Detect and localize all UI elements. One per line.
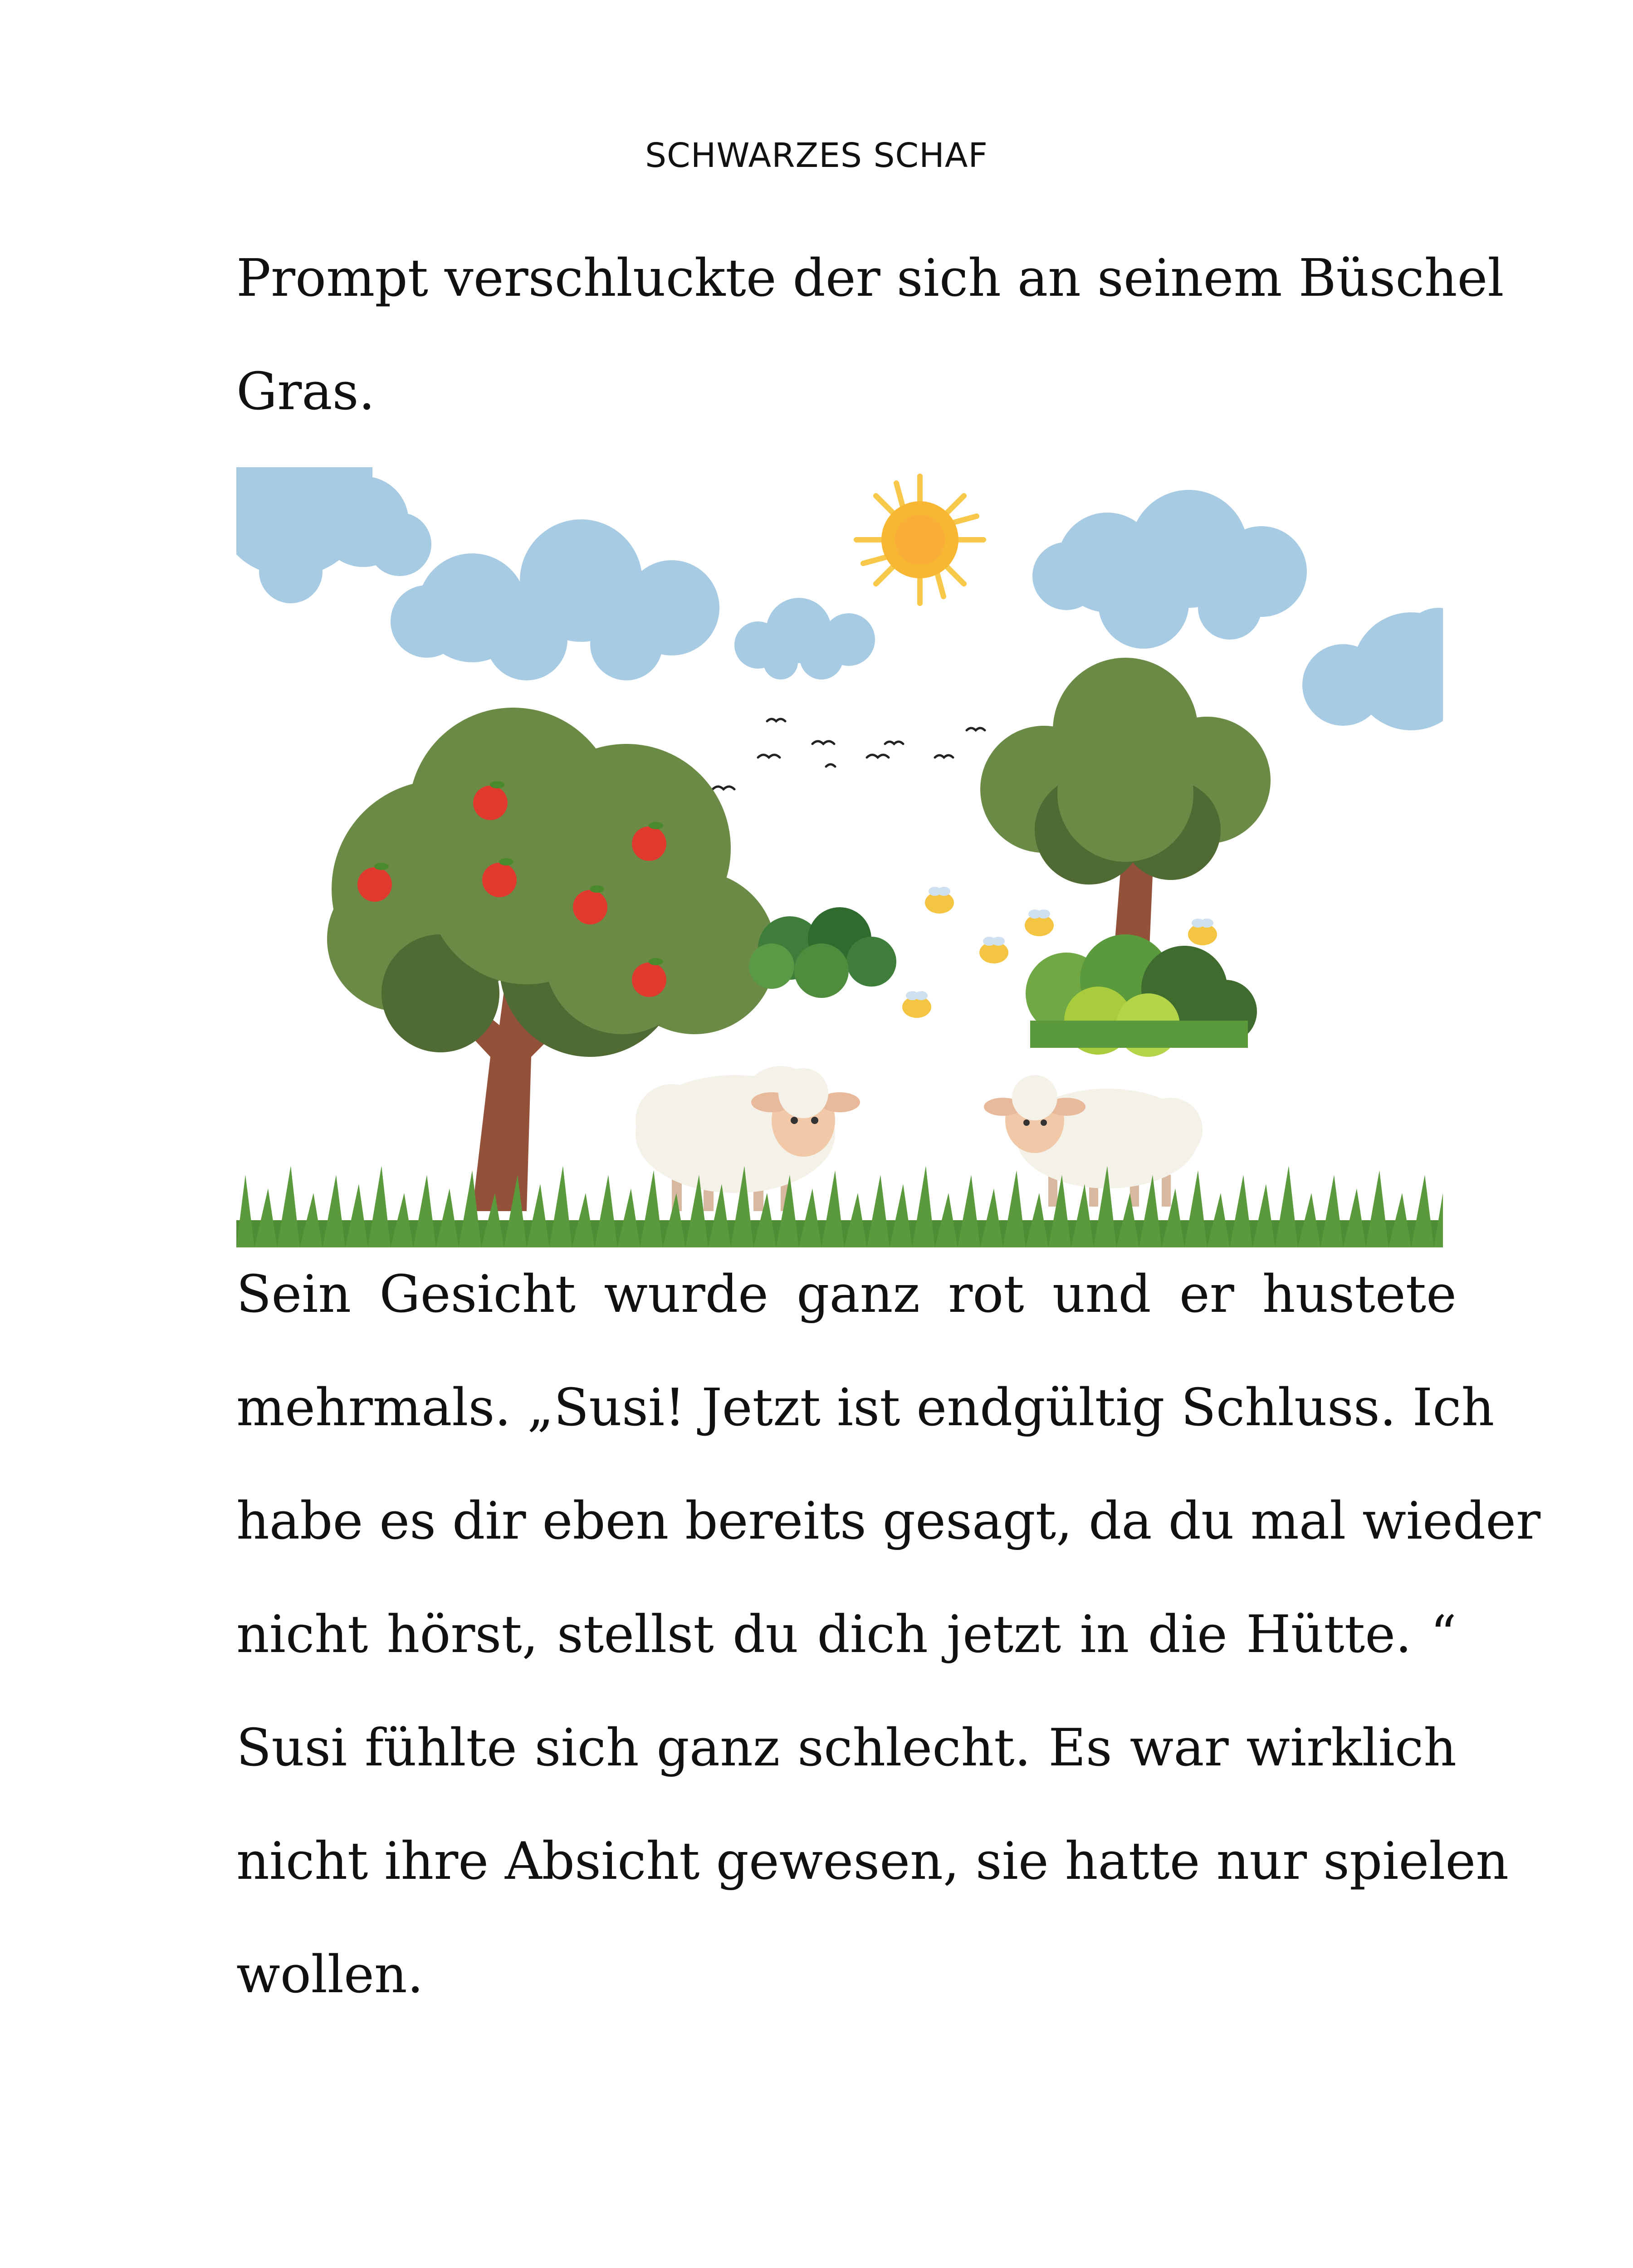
birds — [667, 719, 985, 789]
paragraph-1 — [236, 221, 1504, 448]
text-line: mehrmals. „Susi! Jetzt ist endgültig Schluss. Ich — [236, 1378, 1495, 1437]
sun-icon — [856, 476, 983, 603]
grass — [236, 1166, 1443, 1247]
text-line: habe es dir eben bereits gesagt, da du mal wieder — [236, 1491, 1541, 1551]
text-line: nicht ihre Absicht gewesen, sie hatte nur spielen — [236, 1831, 1509, 1891]
text-line: wollen. — [236, 1945, 424, 2004]
running-head: SCHWARZES SCHAF — [645, 136, 988, 175]
bush-center — [749, 907, 896, 998]
right-tree — [980, 658, 1271, 980]
paragraph-2 — [236, 1237, 1541, 2031]
cloud-right — [1032, 490, 1307, 649]
cloud-left-edge — [236, 467, 431, 603]
cloud-right-edge — [1302, 608, 1443, 730]
sheep-left — [636, 1066, 860, 1211]
text-line: nicht hörst, stellst du dich jetzt in die Hütte. “ — [236, 1604, 1457, 1664]
text-line: Gras. — [236, 362, 375, 421]
cloud-mid-left — [391, 519, 719, 680]
meadow-illustration — [236, 467, 1443, 1247]
text-line: Susi fühlte sich ganz schlecht. Es war wirklich — [236, 1718, 1457, 1778]
cloud-small — [734, 598, 875, 679]
text-line: Sein Gesicht wurde ganz rot und er hustete — [236, 1264, 1457, 1324]
text-line: Prompt verschluckte der sich an seinem Büschel — [236, 248, 1504, 308]
bush-right — [1026, 934, 1257, 1057]
